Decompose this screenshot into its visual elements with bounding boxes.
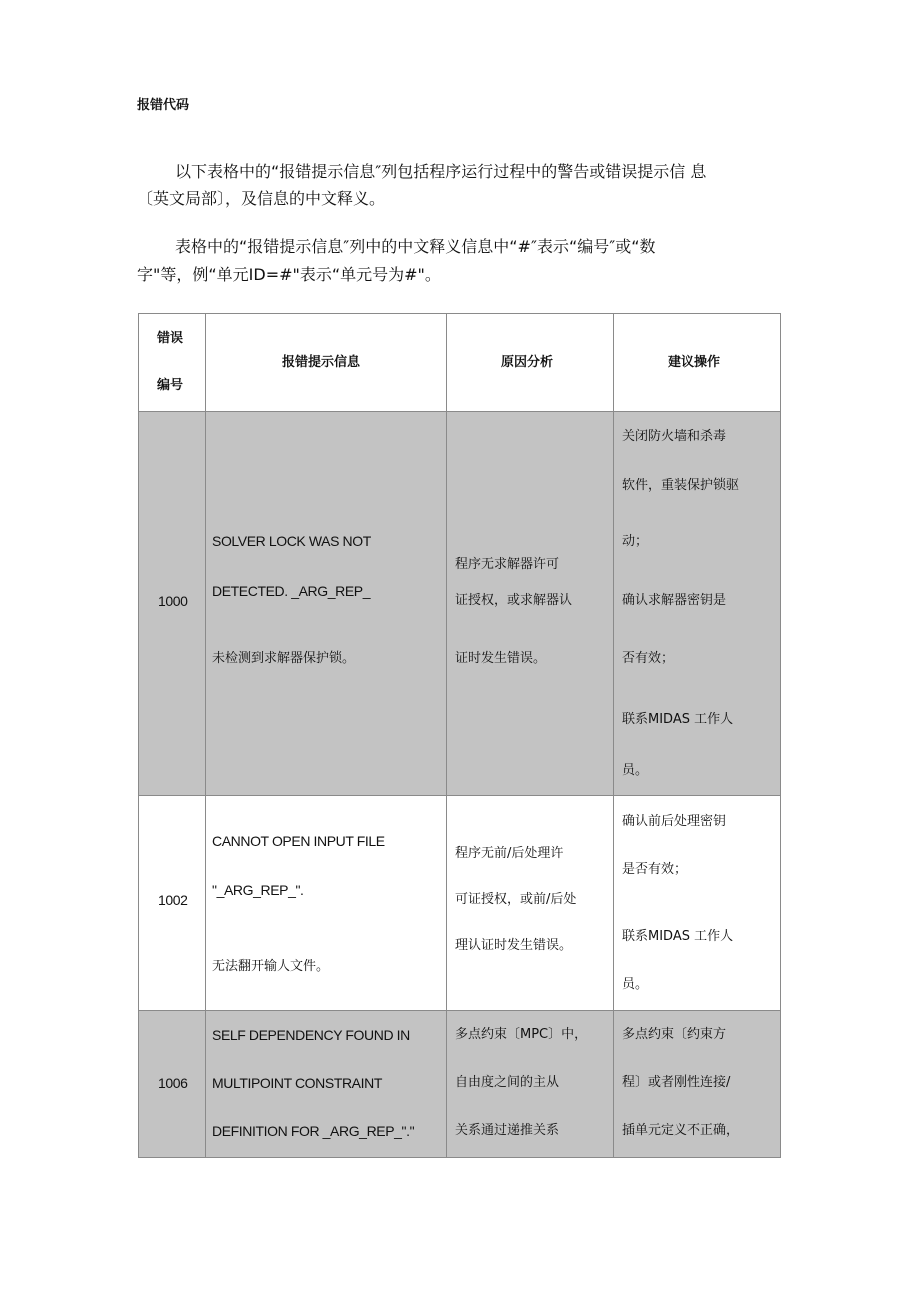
row-action-line: 关闭防火墙和杀毒 [622, 429, 727, 444]
row-action-line: 插单元定义不正确， [622, 1123, 740, 1138]
row-message-line: "_ARG_REP_". [212, 882, 304, 898]
header-message: 报错提示信息 [282, 355, 361, 370]
row-cause-line: 证时发生错误。 [455, 651, 547, 666]
row-cause-line: 理认证时发生错误。 [455, 938, 573, 953]
row-cause-line: 证授权，或求解器认 [455, 593, 573, 608]
paragraph-1-line-2: 〔英文局部〕，及信息的中文释义。 [137, 189, 386, 208]
section-heading: 报错代码 [137, 98, 190, 113]
row-action-line: 确认求解器密钥是 [622, 593, 727, 608]
row-code: 1000 [158, 593, 188, 609]
row-action-line: 员。 [622, 763, 649, 778]
paragraph-2-line-2: 字"等，例“单元ID=#"表示“单元号为#"。 [137, 265, 441, 284]
row-cause-line: 多点约束〔MPC〕中， [455, 1027, 588, 1042]
row-message-line: DETECTED. _ARG_REP_ [212, 583, 371, 599]
row-action-line: 联系MIDAS 工作人 [622, 712, 734, 727]
row-action-line: 程〕或者刚性连接/ [622, 1075, 731, 1090]
row-message-line: 未检测到求解器保护锁。 [212, 651, 356, 666]
row-cause-line: 关系通过递推关系 [455, 1123, 560, 1138]
header-cause: 原因分析 [501, 355, 554, 370]
row-message-line: MULTIPOINT CONSTRAINT [212, 1075, 382, 1091]
row-cause-line: 程序无前/后处理许 [455, 846, 564, 861]
row-action-line: 联系MIDAS 工作人 [622, 929, 734, 944]
row-action-line: 软件，重装保护锁驱 [622, 478, 740, 493]
row-message-line: SELF DEPENDENCY FOUND IN [212, 1027, 410, 1043]
row-action-line: 员。 [622, 977, 649, 992]
row-code: 1006 [158, 1075, 188, 1091]
header-code-1: 错误 [157, 331, 184, 346]
row-cause-line: 自由度之间的主从 [455, 1075, 560, 1090]
row-message-line: 无法翻开输人文件。 [212, 959, 330, 974]
row-message-line: DEFINITION FOR _ARG_REP_"." [212, 1123, 415, 1139]
row-message-line: SOLVER LOCK WAS NOT [212, 533, 371, 549]
row-message-line: CANNOT OPEN INPUT FILE [212, 833, 385, 849]
row-action-line: 是否有效； [622, 862, 688, 877]
row-cause-line: 程序无求解器许可 [455, 557, 560, 572]
row-action-line: 动； [622, 534, 649, 549]
header-action: 建议操作 [668, 355, 721, 370]
row-action-line: 确认前后处理密钥 [622, 814, 727, 829]
paragraph-1-line-1: 以下表格中的“报错提示信息″列包括程序运行过程中的警告或错误提示信 息 [175, 162, 707, 181]
header-code-2: 编号 [157, 378, 184, 393]
row-code: 1002 [158, 892, 188, 908]
paragraph-2-line-1: 表格中的“报错提示信息″列中的中文释义信息中“#″表示“编号″或“数 [175, 237, 656, 256]
row-cause-line: 可证授权，或前/后处 [455, 892, 577, 907]
row-action-line: 否有效； [622, 651, 675, 666]
row-action-line: 多点约束〔约束方 [622, 1027, 727, 1042]
